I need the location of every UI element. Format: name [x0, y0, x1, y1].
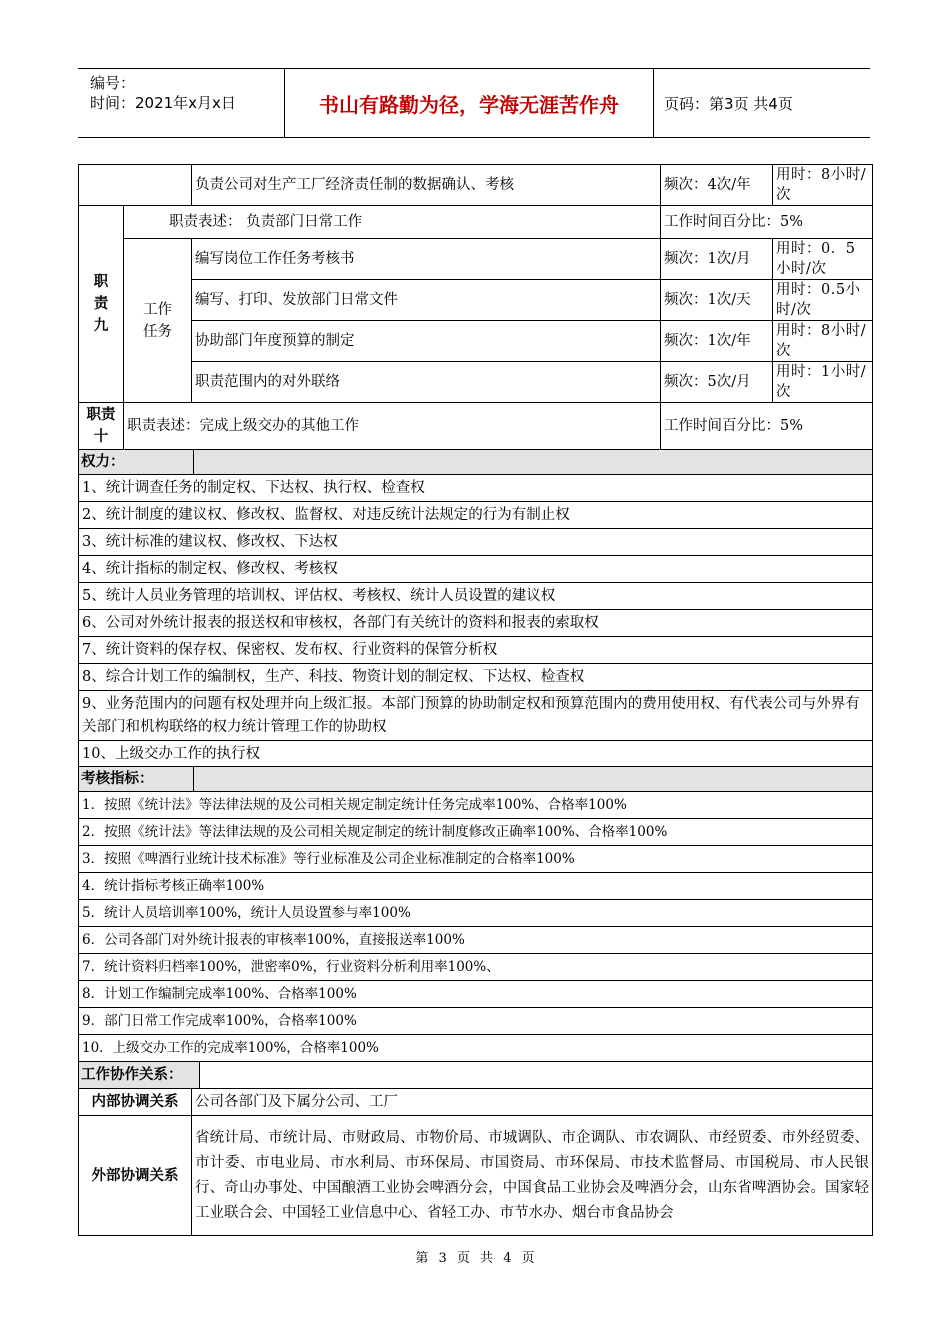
table-row [79, 321, 873, 362]
table-row [79, 206, 873, 239]
internal-relations-value: 公司各部门及下属分公司、工厂 [192, 1089, 873, 1116]
external-relations-value: 省统计局、市统计局、市财政局、市物价局、市城调队、市企调队、市农调队、市经贸委、市外经贸委、市计委、市电业局、市水利局、市环保局、市国资局、市环保局、市技术监督局、市国税局、市人民银行、奇山办事处、中国酿酒工业协会啤酒分会，中国食品工业协会及啤酒分会，山东省啤酒协会。国家轻工业联合会、中国轻工业信息中心、省轻工办、市节水办、烟台市食品协会 [192, 1116, 873, 1236]
list-item: 4、统计指标的制定权、修改权、考核权 [79, 556, 873, 583]
internal-relations-label: 内部协调关系 [79, 1089, 192, 1116]
task-frequency: 频次：5次/月 [661, 362, 773, 403]
task-frequency: 频次：1次/月 [661, 239, 773, 280]
table-row [79, 1062, 873, 1089]
task-frequency: 频次：1次/天 [661, 280, 773, 321]
list-item: 10．上级交办工作的完成率100%，合格率100% [79, 1035, 873, 1062]
duty-label: 职责十 [79, 403, 124, 450]
table-row [79, 1089, 873, 1116]
list-item: 5、统计人员业务管理的培训权、评估权、考核权、统计人员设置的建议权 [79, 583, 873, 610]
table-row [79, 1116, 873, 1236]
list-item: 4．统计指标考核正确率100% [79, 873, 873, 900]
task-hours: 用时：1小时/次 [773, 362, 873, 403]
list-item: 2．按照《统计法》等法律法规的及公司相关规定制定的统计制度修改正确率100%、合格率100% [79, 819, 873, 846]
list-item: 3．按照《啤酒行业统计技术标准》等行业标准及公司企业标准制定的合格率100% [79, 846, 873, 873]
list-item: 7、统计资料的保存权、保密权、发布权、行业资料的保管分析权 [79, 637, 873, 664]
list-item: 9、业务范围内的问题有权处理并向上级汇报。本部门预算的协助制定权和预算范围内的费用使用权、有代表公司与外界有关部门和机构联络的权力统计管理工作的协助权 [79, 691, 873, 741]
duty-percent: 工作时间百分比：5% [661, 206, 873, 239]
task-text: 协助部门年度预算的制定 [192, 321, 661, 362]
task-hours: 用时：0.5小时/次 [773, 280, 873, 321]
list-item: 6．公司各部门对外统计报表的审核率100%，直接报送率100% [79, 927, 873, 954]
table-row [79, 165, 873, 206]
list-item: 6、公司对外统计报表的报送权和审核权，各部门有关统计的资料和报表的索取权 [79, 610, 873, 637]
list-item: 8、综合计划工作的编制权，生产、科技、物资计划的制定权、下达权、检查权 [79, 664, 873, 691]
duty-description: 职责表述：完成上级交办的其他工作 [124, 403, 661, 450]
task-hours: 用时：0．5小时/次 [773, 239, 873, 280]
duty-percent: 工作时间百分比：5% [661, 403, 873, 450]
list-item: 1．按照《统计法》等法律法规的及公司相关规定制定统计任务完成率100%、合格率100% [79, 792, 873, 819]
task-frequency: 频次：1次/年 [661, 321, 773, 362]
task-hours: 用时：8小时/次 [773, 321, 873, 362]
table-row [79, 280, 873, 321]
task-text: 编写岗位工作任务考核书 [192, 239, 661, 280]
task-hours: 用时：8小时/次 [773, 165, 873, 206]
task-text: 职责范围内的对外联络 [192, 362, 661, 403]
task-frequency: 频次：4次/年 [661, 165, 773, 206]
list-item: 1、统计调查任务的制定权、下达权、执行权、检查权 [79, 475, 873, 502]
table-row [79, 239, 873, 280]
external-relations-label: 外部协调关系 [79, 1116, 192, 1236]
empty-cell [79, 165, 192, 206]
header-number: 编号： [90, 74, 136, 92]
table-row [79, 767, 873, 792]
task-label: 工作任务 [124, 239, 192, 403]
section-relations-title: 工作协作关系： [79, 1062, 873, 1089]
header-slogan: 书山有路勤为径，学海无涯苦作舟 [284, 69, 654, 137]
table-row [79, 362, 873, 403]
list-item: 2、统计制度的建议权、修改权、监督权、对违反统计法规定的行为有制止权 [79, 502, 873, 529]
page-header [78, 68, 870, 138]
job-description-table [78, 164, 873, 1236]
list-item: 5．统计人员培训率100%，统计人员设置参与率100% [79, 900, 873, 927]
header-meta [78, 69, 284, 137]
header-page: 页码：第3页 共4页 [664, 94, 793, 113]
list-item: 7．统计资料归档率100%，泄密率0%，行业资料分析利用率100%、 [79, 954, 873, 981]
duty-description: 职责表述： 负责部门日常工作 [124, 206, 661, 239]
header-time: 时间：2021年x月x日 [90, 94, 236, 112]
list-item: 3、统计标准的建议权、修改权、下达权 [79, 529, 873, 556]
table-row [79, 403, 873, 450]
page-footer: 第 3 页 共 4 页 [415, 1251, 535, 1266]
section-kpis-title: 考核指标： [79, 767, 873, 792]
section-powers-title: 权力： [79, 450, 873, 475]
task-text: 负责公司对生产工厂经济责任制的数据确认、考核 [192, 165, 661, 206]
table-row [79, 450, 873, 475]
duty-label: 职责九 [79, 206, 124, 403]
task-text: 编写、打印、发放部门日常文件 [192, 280, 661, 321]
list-item: 9．部门日常工作完成率100%，合格率100% [79, 1008, 873, 1035]
list-item: 8．计划工作编制完成率100%、合格率100% [79, 981, 873, 1008]
list-item: 10、上级交办工作的执行权 [79, 741, 873, 767]
